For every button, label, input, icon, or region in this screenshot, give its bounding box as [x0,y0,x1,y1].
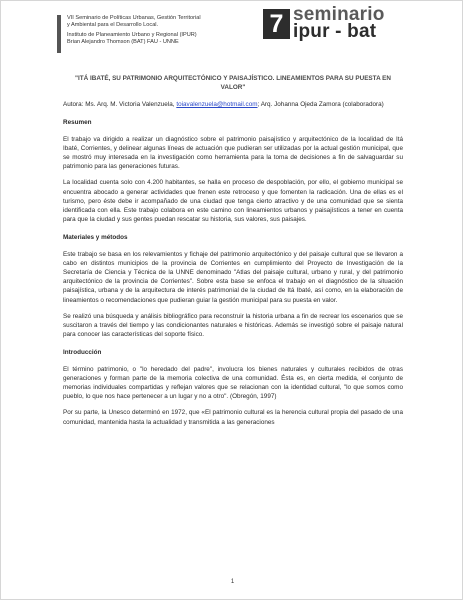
section-heading-materiales: Materiales y métodos [63,234,128,242]
logo-word-ipur-bat: ipur - bat [293,21,377,42]
author-email-link[interactable]: toiavalenzuela@hotmail.com [176,101,258,109]
paragraph: Este trabajo se basa en los relevamientos y fichaje del patrimonio arquitectónico y del paisaje cultural que se llevaron a cabo en distintos municipios de la provincia de Corrientes en cumplimiento del Proyecto de Investigación de la Secretaría de Ciencia y Técnica de la UNNE denominado "Atlas del paisaje cultural, urbano y rural, y del patrimonio arquitectónico de la provincia de Corrientes". Sobre esta base se enfoca el trabajo en el diagnóstico de la situación paisajística, urbana y de la arquitectura de interés patrimonial de la ciudad de Itá Ibaté, así como, en la elaboración de lineamientos o recomendaciones que pudieran guiar la gestión municipal para su puesta en valor. [63,250,403,304]
paragraph: Por su parte, la Unesco determinó en 1972, que «El patrimonio cultural es la herencia cultural propia del pasado de una comunidad, mantenida hasta la actualidad y transmitida a las generaciones [63,409,403,426]
paper-title: "ITÁ IBATÉ, SU PATRIMONIO ARQUITECTÓNICO Y PAISAJÍSTICO. LINEAMIENTOS PARA SU PUESTA EN VALOR" [75,75,391,91]
paper-authors [63,100,403,109]
paragraph: El término patrimonio, o "lo heredado del padre", involucra los bienes naturales y culturales recibidos de otras generaciones y forman parte de la memoria colectiva de una comunidad. Ésta es, en cierta medida, el conjunto de memorias individuales compartidas y reflejan valores que se relacionan con la identidad cultural, "lo que somos como pueblo, lo que nos hace pertenecer a un lugar y no a otro". (Obregón, 1997) [63,365,403,401]
logo-word-seminario: seminario [293,4,385,25]
section-heading-introduccion: Introducción [63,349,102,357]
paragraph: La localidad cuenta solo con 4.200 habitantes, se halla en proceso de despoblación, por ello, el gobierno municipal se encuentra abocado a generar actividades que frenen este retroceso y que fomenten la radicación. Una de ellas es el turismo, pero éste debe ir acompañado de una ciudad que tenga cierto atractivo y de una comunidad que se sienta identificada con ella. Este trabajo colabora en este camino con lineamientos urbanos y paisajísticos a tener en cuenta para que la ciudad y sus gentes puedan rescatar su historia, sus valores, sus paisajes. [63,179,403,224]
paragraph: El trabajo va dirigido a realizar un diagnóstico sobre el patrimonio paisajístico y arquitectónico de la localidad de Itá Ibaté, Corrientes, y delinear algunas líneas de actuación que pudieran ser utilizadas por la actual gestión municipal, que se mostró muy interesada en la investigación como herramienta para la toma de decisiones a fin de salvaguardar su patrimonio para las generaciones futuras. [63,135,403,171]
authors-prefix: Autora: Ms. Arq. M. Victoria Valenzuela, [63,101,177,109]
paragraph: Se realizó una búsqueda y análisis bibliográfico para reconstruir la historia urbana a fin de recrear los escenarios que se suscitaron a través del tiempo y las condicionantes naturales e históricas. Además se investigó sobre el paisaje natural para conocer las características del soporte físico. [63,312,403,339]
header-institution-text [67,15,257,45]
seminar-logo [263,4,413,47]
header-line: y Ambiental para el Desarrollo Local. [67,21,159,28]
header-line: Instituto de Planeamiento Urbano y Regional (IPUR) [67,32,197,39]
authors-suffix: ; Arq. Johanna Ojeda Zamora (colaboradora) [257,101,384,109]
section-heading-resumen: Resumen [63,119,92,127]
header-accent-bar [57,15,61,53]
page-number: 1 [230,579,235,585]
header-line: Brian Alejandro Thomson (BAT) FAU - UNNE [67,38,179,45]
header-line: VII Seminario de Políticas Urbanas, Gestión Territorial [67,15,201,21]
paper-body [63,75,403,427]
logo-number: 7 [263,9,290,39]
